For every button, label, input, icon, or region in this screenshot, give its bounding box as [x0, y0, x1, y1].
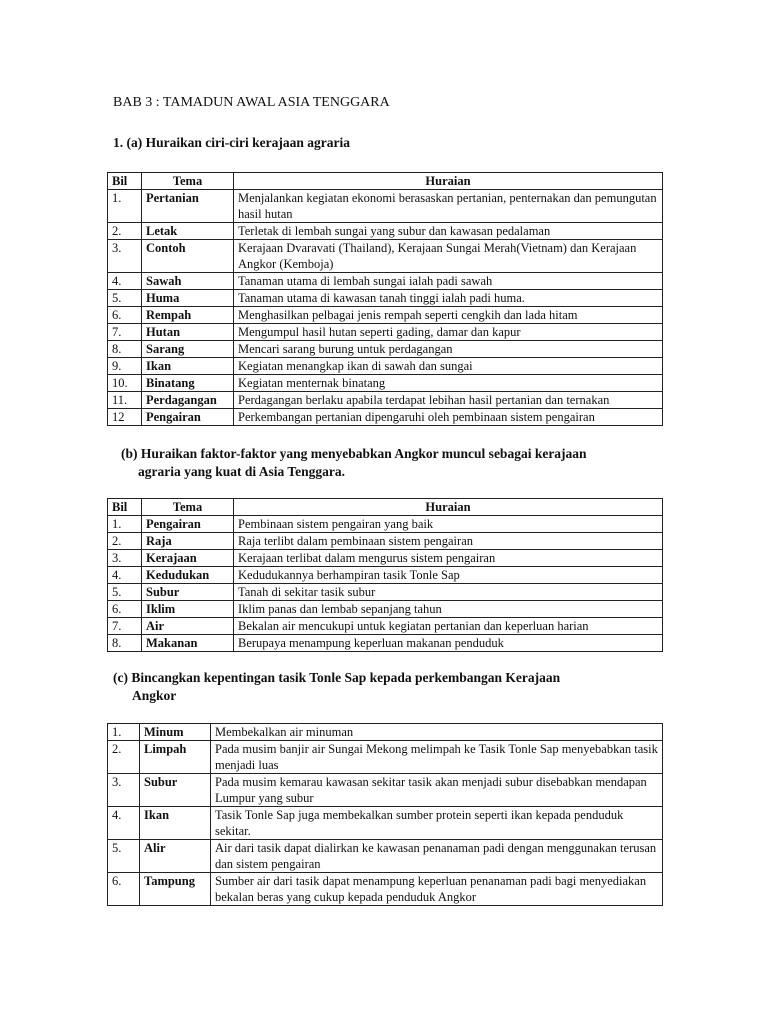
row-tema: Iklim	[142, 601, 234, 618]
section-b-heading	[121, 445, 587, 481]
row-bil: 11.	[108, 392, 142, 409]
row-tema: Ikan	[140, 807, 211, 840]
row-tema: Binatang	[142, 375, 234, 392]
row-huraian: Membekalkan air minuman	[211, 724, 663, 741]
row-huraian: Sumber air dari tasik dapat menampung keperluan penanaman padi bagi menyediakan bekalan beras yang cukup kepada penduduk Angkor	[211, 873, 663, 906]
document-title: BAB 3 : TAMADUN AWAL ASIA TENGGARA	[113, 95, 390, 110]
header-bil: Bil	[108, 173, 142, 190]
row-bil: 3.	[108, 550, 142, 567]
row-bil: 7.	[108, 324, 142, 341]
table-row	[108, 273, 663, 290]
row-bil: 5.	[108, 290, 142, 307]
table-row	[108, 375, 663, 392]
row-bil: 5.	[108, 584, 142, 601]
row-bil: 12	[108, 409, 142, 426]
table-row	[108, 190, 663, 223]
row-tema: Subur	[140, 774, 211, 807]
row-huraian: Iklim panas dan lembab sepanjang tahun	[234, 601, 663, 618]
section-c-heading	[113, 669, 560, 705]
row-tema: Sarang	[142, 341, 234, 358]
row-tema: Air	[142, 618, 234, 635]
row-tema: Ikan	[142, 358, 234, 375]
row-huraian: Menjalankan kegiatan ekonomi berasaskan pertanian, penternakan dan pemungutan hasil hutan	[234, 190, 663, 223]
row-bil: 2.	[108, 533, 142, 550]
row-tema: Pertanian	[142, 190, 234, 223]
row-bil: 3.	[108, 240, 142, 273]
row-tema: Letak	[142, 223, 234, 240]
row-bil: 8.	[108, 341, 142, 358]
table-row	[108, 618, 663, 635]
row-bil: 1.	[108, 724, 140, 741]
row-bil: 3.	[108, 774, 140, 807]
row-tema: Raja	[142, 533, 234, 550]
row-huraian: Bekalan air mencukupi untuk kegiatan pertanian dan keperluan harian	[234, 618, 663, 635]
row-bil: 2.	[108, 223, 142, 240]
section-b-table	[107, 498, 663, 652]
table-row	[108, 584, 663, 601]
table-row	[108, 290, 663, 307]
table-row	[108, 516, 663, 533]
row-bil: 4.	[108, 567, 142, 584]
row-tema: Sawah	[142, 273, 234, 290]
row-huraian: Menghasilkan pelbagai jenis rempah seperti cengkih dan lada hitam	[234, 307, 663, 324]
row-huraian: Berupaya menampung keperluan makanan penduduk	[234, 635, 663, 652]
row-bil: 8.	[108, 635, 142, 652]
table-row	[108, 409, 663, 426]
section-a-heading: 1. (a) Huraikan ciri-ciri kerajaan agraria	[113, 135, 350, 150]
table-row	[108, 392, 663, 409]
row-bil: 6.	[108, 873, 140, 906]
table-row	[108, 840, 663, 873]
header-huraian: Huraian	[234, 173, 663, 190]
table-row	[108, 223, 663, 240]
row-tema: Hutan	[142, 324, 234, 341]
row-huraian: Tanaman utama di lembah sungai ialah padi sawah	[234, 273, 663, 290]
section-b-heading-line1: (b) Huraikan faktor-faktor yang menyebabkan Angkor muncul sebagai kerajaan	[121, 446, 587, 461]
row-huraian: Pada musim banjir air Sungai Mekong melimpah ke Tasik Tonle Sap menyebabkan tasik menjadi luas	[211, 741, 663, 774]
row-tema: Limpah	[140, 741, 211, 774]
row-huraian: Tasik Tonle Sap juga membekalkan sumber protein seperti ikan kepada penduduk sekitar.	[211, 807, 663, 840]
row-tema: Kerajaan	[142, 550, 234, 567]
row-tema: Pengairan	[142, 409, 234, 426]
row-tema: Pengairan	[142, 516, 234, 533]
section-c-table	[107, 723, 663, 906]
table-row	[108, 307, 663, 324]
section-c-heading-line1: (c) Bincangkan kepentingan tasik Tonle Sap kepada perkembangan Kerajaan	[113, 670, 561, 685]
row-huraian: Perdagangan berlaku apabila terdapat lebihan hasil pertanian dan ternakan	[234, 392, 663, 409]
row-tema: Makanan	[142, 635, 234, 652]
row-tema: Tampung	[140, 873, 211, 906]
row-huraian: Terletak di lembah sungai yang subur dan kawasan pedalaman	[234, 223, 663, 240]
row-huraian: Perkembangan pertanian dipengaruhi oleh pembinaan sistem pengairan	[234, 409, 663, 426]
row-tema: Contoh	[142, 240, 234, 273]
row-bil: 4.	[108, 273, 142, 290]
header-huraian: Huraian	[234, 499, 663, 516]
table-row	[108, 550, 663, 567]
row-huraian: Tanah di sekitar tasik subur	[234, 584, 663, 601]
row-tema: Huma	[142, 290, 234, 307]
row-huraian: Mengumpul hasil hutan seperti gading, damar dan kapur	[234, 324, 663, 341]
row-huraian: Tanaman utama di kawasan tanah tinggi ialah padi huma.	[234, 290, 663, 307]
row-huraian: Kegiatan menangkap ikan di sawah dan sungai	[234, 358, 663, 375]
row-tema: Rempah	[142, 307, 234, 324]
header-tema: Tema	[142, 499, 234, 516]
section-a-rows	[108, 190, 663, 426]
table-row	[108, 807, 663, 840]
table-row	[108, 533, 663, 550]
row-huraian: Pembinaan sistem pengairan yang baik	[234, 516, 663, 533]
row-huraian: Kegiatan menternak binatang	[234, 375, 663, 392]
row-tema: Subur	[142, 584, 234, 601]
row-bil: 5.	[108, 840, 140, 873]
row-tema: Minum	[140, 724, 211, 741]
row-bil: 10.	[108, 375, 142, 392]
row-bil: 6.	[108, 307, 142, 324]
row-bil: 1.	[108, 516, 142, 533]
table-header-row	[108, 499, 663, 516]
row-huraian: Pada musim kemarau kawasan sekitar tasik akan menjadi subur disebabkan mendapan Lumpur yang subur	[211, 774, 663, 807]
row-bil: 6.	[108, 601, 142, 618]
table-row	[108, 358, 663, 375]
table-row	[108, 341, 663, 358]
header-bil: Bil	[108, 499, 142, 516]
table-row	[108, 567, 663, 584]
row-huraian: Raja terlibt dalam pembinaan sistem pengairan	[234, 533, 663, 550]
row-bil: 4.	[108, 807, 140, 840]
section-c-rows	[108, 724, 663, 906]
row-bil: 1.	[108, 190, 142, 223]
header-tema: Tema	[142, 173, 234, 190]
row-bil: 9.	[108, 358, 142, 375]
table-row	[108, 601, 663, 618]
row-huraian: Air dari tasik dapat dialirkan ke kawasan penanaman padi dengan menggunakan terusan dan sistem pengairan	[211, 840, 663, 873]
row-tema: Alir	[140, 840, 211, 873]
table-row	[108, 873, 663, 906]
table-row	[108, 724, 663, 741]
table-row	[108, 741, 663, 774]
row-huraian: Kerajaan Dvaravati (Thailand), Kerajaan Sungai Merah(Vietnam) dan Kerajaan Angkor (Kemboja)	[234, 240, 663, 273]
row-huraian: Kerajaan terlibat dalam mengurus sistem pengairan	[234, 550, 663, 567]
table-row	[108, 240, 663, 273]
section-b-heading-line2: agraria yang kuat di Asia Tenggara.	[138, 464, 346, 479]
row-tema: Kedudukan	[142, 567, 234, 584]
table-row	[108, 324, 663, 341]
section-a-table	[107, 172, 663, 426]
table-row	[108, 635, 663, 652]
row-huraian: Kedudukannya berhampiran tasik Tonle Sap	[234, 567, 663, 584]
section-c-heading-line2: Angkor	[132, 688, 177, 703]
table-header-row	[108, 173, 663, 190]
row-tema: Perdagangan	[142, 392, 234, 409]
row-bil: 2.	[108, 741, 140, 774]
section-b-rows	[108, 516, 663, 652]
row-bil: 7.	[108, 618, 142, 635]
table-row	[108, 774, 663, 807]
row-huraian: Mencari sarang burung untuk perdagangan	[234, 341, 663, 358]
